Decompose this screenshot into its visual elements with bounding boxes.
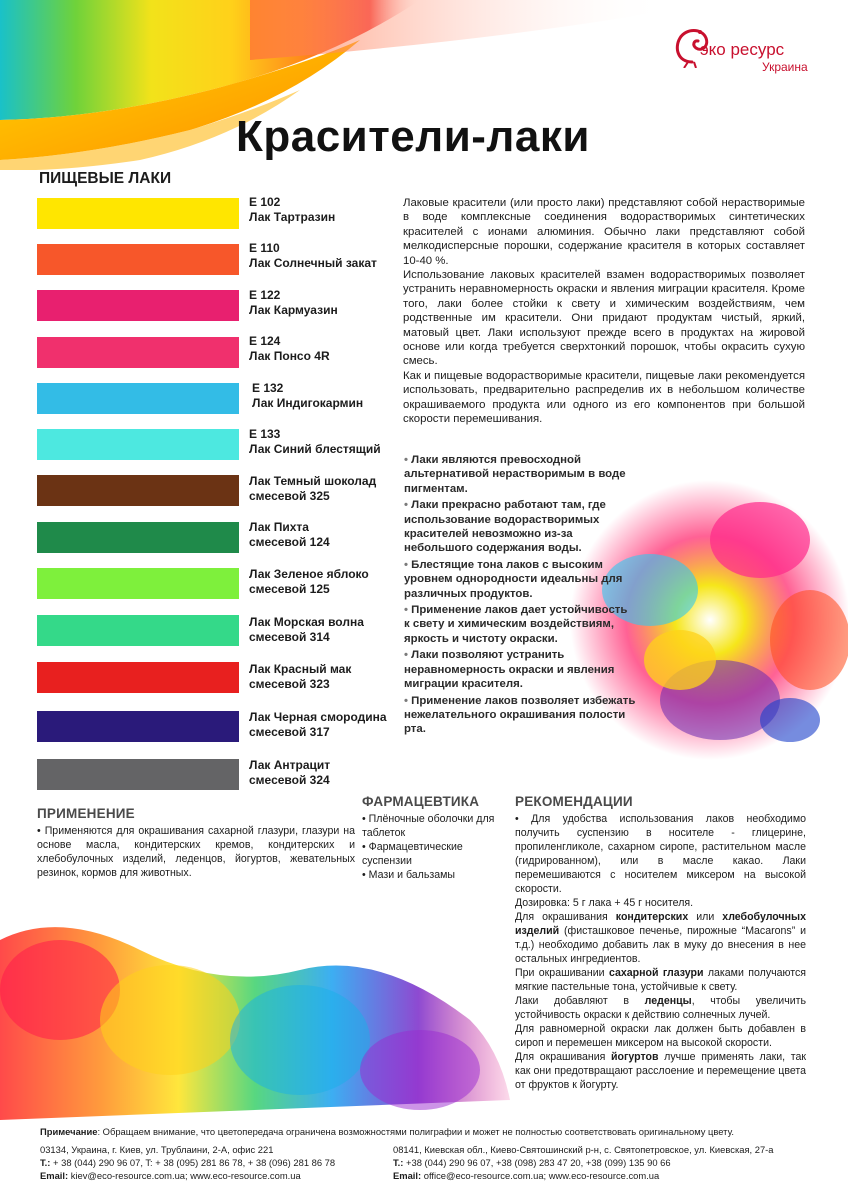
- swatch-325: [37, 475, 239, 506]
- swatch-label: E 132 Лак Индигокармин: [252, 381, 364, 410]
- header-color-wash: [250, 0, 670, 60]
- swatch-e124: [37, 337, 239, 368]
- recommendations-heading: РЕКОМЕНДАЦИИ: [515, 794, 633, 809]
- application-text: • Применяются для окрашивания сахарной глазури, глазури на основе масла, кондитерских кремов, кондитерских и хлебобулочных изделий, леденцов, йогуртов, жевательных резинок, кормов для животных.: [37, 825, 356, 879]
- brand-name: эко ресурс: [700, 40, 785, 59]
- footer-note: Примечание: Обращаем внимание, что цветопередача ограничена возможностями полиграфии и может не полностью соответствовать оригинальному цвету.: [40, 1126, 734, 1137]
- page-title: Красители-лаки: [236, 112, 590, 161]
- footer-email[interactable]: Email: kiev@eco-resource.com.ua; www.eco-resource.com.ua: [40, 1170, 301, 1181]
- footer-phone: T.: +38 (044) 290 96 07, +38 (098) 283 47 20, +38 (099) 135 90 66: [393, 1157, 671, 1168]
- footer-left: [40, 1143, 390, 1182]
- list-item: • Применение лаков позволяет избежать нежелательного окрашивания полости рта.: [404, 694, 636, 736]
- footer-address: 03134, Украина, г. Киев, ул. Трублаини, 2-А, офис 221: [40, 1144, 274, 1155]
- list-item: • Применение лаков дает устойчивость к свету и химическим воздействиям, яркость и чистоту окраски.: [404, 604, 628, 645]
- list-item: • Мази и бальзамы: [362, 869, 456, 881]
- rec-paragraph: Дозировка: 5 г лака + 45 г носителя.: [515, 897, 694, 909]
- recommendations-text: [515, 812, 806, 1092]
- swatch-label: Лак Антрацит смесевой 324: [249, 758, 331, 787]
- swatch-e110: [37, 244, 239, 275]
- swatch-323: [37, 662, 239, 693]
- swatch-e132: [37, 383, 239, 414]
- swatch-label: Лак Пихта смесевой 124: [249, 520, 330, 549]
- brand-logo[interactable]: [672, 18, 822, 78]
- list-item: • Блестящие тона лаков с высоким уровнем однородности идеальны для различных продуктов.: [404, 558, 623, 600]
- food-lakes-heading: ПИЩЕВЫЕ ЛАКИ: [39, 170, 172, 187]
- swatch-324: [37, 759, 239, 790]
- swatch-label: E 110 Лак Солнечный закат: [249, 241, 377, 270]
- intro-text: [403, 196, 805, 427]
- swatch-e133: [37, 429, 239, 460]
- application-heading: ПРИМЕНЕНИЕ: [37, 806, 135, 821]
- swatch-label: Лак Морская волна смесевой 314: [249, 615, 364, 644]
- pharma-list: [362, 812, 512, 882]
- swatch-label: E 124 Лак Понсо 4R: [249, 334, 330, 363]
- paint-smoke-image: [0, 900, 520, 1120]
- pharma-heading: ФАРМАЦЕВТИКА: [362, 794, 480, 809]
- rec-paragraph: Для окрашивания кондитерских или хлебобулочных изделий (фисташковое печенье, пирожные “Macarons” и т.д.) необходимо добавить лак в муку до внесения в нее остальных ингредиентов.: [515, 911, 806, 965]
- swatch-314: [37, 615, 239, 646]
- swatch-label: E 122 Лак Кармуазин: [249, 288, 338, 317]
- swatch-e102: [37, 198, 239, 229]
- footer-email[interactable]: Email: office@eco-resource.com.ua; www.eco-resource.com.ua: [393, 1170, 660, 1181]
- swatch-label: E 133 Лак Синий блестящий: [249, 427, 381, 456]
- swatch-label: Лак Черная смородина смесевой 317: [249, 710, 387, 739]
- list-item: • Лаки прекрасно работают там, где использование водорастворимых красителей невозможно из-за небольшого содержания воды.: [404, 499, 606, 555]
- list-item: • Лаки являются превосходной альтернативой нерастворимым в воде пигментам.: [404, 454, 626, 495]
- footer-address: 08141, Киевская обл., Киево-Святошинский р-н, с. Святопетровское, ул. Киевская, 27-а: [393, 1144, 774, 1155]
- intro-paragraph: Как и пищевые водорастворимые красители, пищевые лаки рекомендуется использовать, предварительно распределив их в небольшом количестве окрашиваемого продукта или одного из его компонентов при большой скорости перемешивания.: [403, 369, 805, 426]
- footer-right: [393, 1143, 833, 1182]
- footer-phone: T.: + 38 (044) 290 96 07, T: + 38 (095) 281 86 78, + 38 (096) 281 86 78: [40, 1157, 336, 1168]
- rec-paragraph: Для окрашивания йогуртов лучше применять лаки, так как они предотвращают расслоение и перемещение цвета от фруктов к йогурту.: [515, 1051, 806, 1091]
- intro-paragraph: Использование лаковых красителей взамен водорастворимых позволяет устранить неравномерность окраски и явления миграции красителя. Кроме того, лаки более стойки к свету и химическим воздействиям, чем родственные им красители. Они придают продуктам чистый, яркий, матовый цвет. Лаки используют прежде всего в продуктах на жировой основе или когда требуется сверхтонкий порошок, чтобы окрасить сухую смесь.: [403, 269, 805, 368]
- swatch-label: Лак Красный мак смесевой 323: [249, 662, 352, 691]
- rec-paragraph: При окрашивании сахарной глазури лаками получаются мягкие пастельные тона, устойчивые к свету.: [515, 967, 807, 993]
- list-item: • Плёночные оболочки для таблеток: [362, 813, 495, 839]
- swatch-317: [37, 711, 239, 742]
- rec-paragraph: • Для удобства использования лаков необходимо получить суспензию в носителе - глицерине, пропиленгликоле, сахарном сиропе, растительном масле (гидрированном), или в масле какао. Лаки перемешиваются с носителем миксером на высокой скорости.: [515, 813, 806, 895]
- brand-country: Украина: [762, 60, 808, 74]
- swatch-124: [37, 522, 239, 553]
- intro-paragraph: Лаковые красители (или просто лаки) представляют собой нерастворимые в воде комплексные соединения водорастворимых синтетических красителей с ионами алюминия. Обычно лаки представляют собой мелкодисперсные порошки, содержание красителя в которых составляет 10-40 %.: [403, 197, 805, 267]
- swatch-label: Лак Темный шоколад смесевой 325: [249, 474, 377, 503]
- list-item: • Лаки позволяют устранить неравномерность окраски и явления миграции красителя.: [404, 649, 615, 691]
- swatch-e122: [37, 290, 239, 321]
- benefits-list: [404, 453, 636, 739]
- rec-paragraph: Для равномерной окраски лак должен быть добавлен в сироп и перемешен миксером на высокой скорости.: [515, 1023, 806, 1049]
- rec-paragraph: Лаки добавляют в леденцы, чтобы увеличить устойчивость окраски к действию солнечных лучей.: [515, 995, 806, 1021]
- swatch-label: E 102 Лак Тартразин: [249, 195, 336, 224]
- swatch-label: Лак Зеленое яблоко смесевой 125: [249, 567, 369, 596]
- swatch-125: [37, 568, 239, 599]
- list-item: • Фармацевтические суспензии: [362, 841, 463, 867]
